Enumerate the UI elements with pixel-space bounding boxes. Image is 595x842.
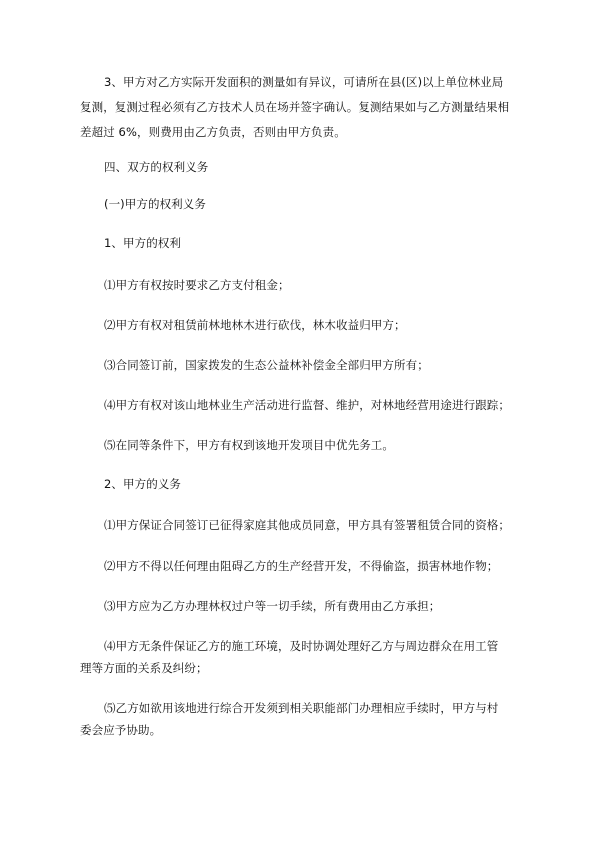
subsection-heading-party-a: (一)甲方的权利义务 bbox=[104, 197, 206, 211]
section-heading-rights-obligations: 四、双方的权利义务 bbox=[104, 160, 209, 174]
heading-party-a-obligations: 2、甲方的义务 bbox=[104, 477, 182, 491]
obligation-item-1: ⑴甲方保证合同签订已征得家庭其他成员同意，甲方具有签署租赁合同的资格； bbox=[104, 518, 510, 532]
right-item-2: ⑵甲方有权对租赁前林地林木进行砍伐，林木收益归甲方； bbox=[104, 318, 406, 332]
obligation-item-4-line-1: ⑷甲方无条件保证乙方的施工环境，及时协调处理好乙方与周边群众在用工管 bbox=[104, 639, 499, 653]
obligation-item-2: ⑵甲方不得以任何理由阻碍乙方的生产经营开发，不得偷盗，损害林地作物； bbox=[104, 559, 499, 573]
obligation-item-5-line-2: 委会应予协助。 bbox=[80, 723, 162, 737]
obligation-item-5-line-1: ⑸乙方如欲用该地进行综合开发须到相关职能部门办理相应手续时，甲方与村 bbox=[104, 701, 499, 715]
right-item-5: ⑸在同等条件下，甲方有权到该地开发项目中优先务工。 bbox=[104, 438, 394, 452]
right-item-4: ⑷甲方有权对该山地林业生产活动进行监督、维护，对林地经营用途进行跟踪； bbox=[104, 398, 510, 412]
obligation-item-3: ⑶甲方应为乙方办理林权过户等一切手续，所有费用由乙方承担； bbox=[104, 599, 441, 613]
right-item-3: ⑶合同签订前，国家拨发的生态公益林补偿金全部归甲方所有； bbox=[104, 358, 429, 372]
clause-3-line-3: 差超过 6%，则费用由乙方负责，否则由甲方负责。 bbox=[80, 125, 346, 139]
clause-3-line-2: 复测，复测过程必须有乙方技术人员在场并签字确认。复测结果如与乙方测量结果相 bbox=[80, 100, 510, 114]
heading-party-a-rights: 1、甲方的权利 bbox=[104, 236, 182, 250]
right-item-1: ⑴甲方有权按时要求乙方支付租金； bbox=[104, 278, 290, 292]
clause-3-line-1: 3、甲方对乙方实际开发面积的测量如有异议，可请所在县(区)以上单位林业局 bbox=[104, 75, 504, 89]
obligation-item-4-line-2: 理等方面的关系及纠纷； bbox=[80, 661, 208, 675]
